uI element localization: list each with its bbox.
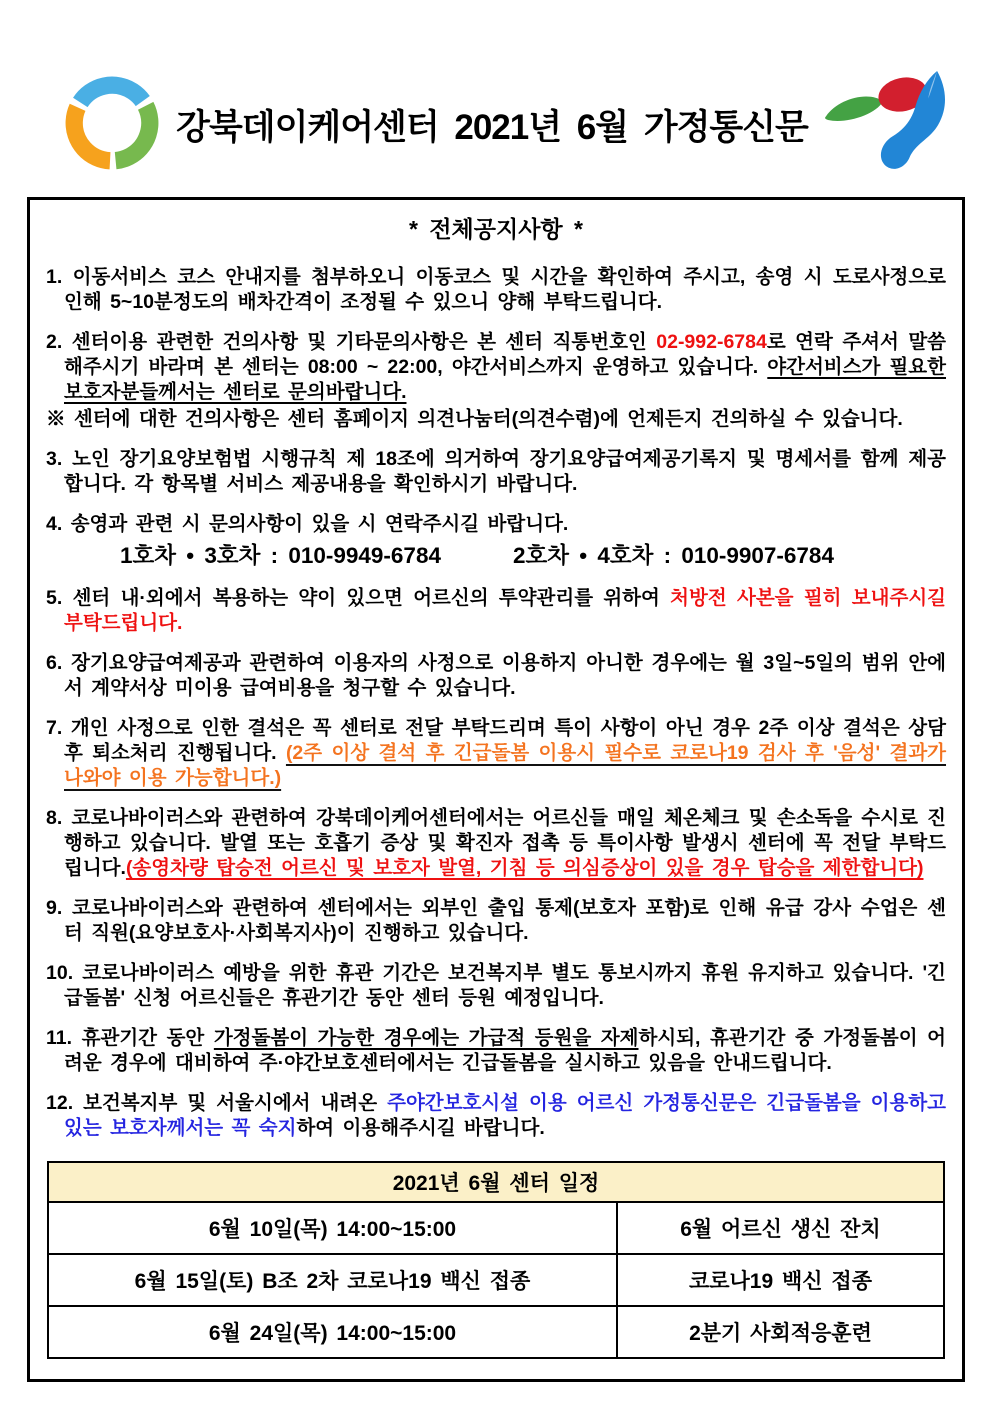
item-number: 3.	[46, 448, 63, 470]
notice-item-10	[46, 961, 946, 1011]
item-text: 코로나바이러스와 관련하여 센터에서는 외부인 출입 통제(보호자 포함)로 인해 유급 강사 수업은 센터 직원(요양보호사·사회복지사)이 진행하고 있습니다.	[64, 897, 946, 944]
item-text-underlined: 야간서비스가 필요한 보호자분들께서는 센터로 문의바랍니다.	[64, 356, 946, 403]
item-text: 로 연락 주셔서 말씀해주시기 바라며 본 센터는 08:00 ~ 22:00, 야간서비스까지 운영하고 있습니다.	[64, 331, 946, 378]
notice-box	[27, 197, 965, 1382]
june-schedule-table	[47, 1161, 945, 1359]
table-row	[48, 1306, 944, 1358]
table-header-row	[48, 1162, 944, 1202]
item-text: 하여 이용해주시길 바랍니다.	[296, 1117, 545, 1139]
notice-item-12	[46, 1091, 946, 1141]
item-number: 10.	[46, 962, 74, 984]
item-number: 4.	[46, 513, 63, 535]
item-text: 센터에 대한 건의사항은 센터 홈페이지 의견나눔터(의견수렴)에 언제든지 건의하실 수 있습니다.	[73, 408, 903, 430]
shuttle-phone-numbers	[64, 541, 946, 571]
item-marker: ※	[46, 408, 66, 430]
phone-cars-1-3: 1호차 • 3호차 : 010-9949-6784	[120, 543, 441, 568]
item-text: 센터 내·외에서 복용하는 약이 있으면 어르신의 투약관리를 위하여	[72, 587, 671, 609]
notice-item-7	[46, 716, 946, 791]
phone-number-red: 02-992-6784	[656, 331, 767, 353]
item-text: 이동서비스 코스 안내지를 첨부하오니 이동코스 및 시간을 확인하여 주시고, 송영 시 도로사정으로 인해 5~10분정도의 배차간격이 조정될 수 있으니 양해 부탁드립니다.	[64, 266, 946, 313]
item-text: 개인 사정으로 인한 결석은 꼭 센터로 전달 부탁드리며 특이 사항이 아닌 경우 2주 이상 결석은 상담 후 퇴소처리 진행됩니다.	[64, 717, 946, 764]
item-number: 7.	[46, 717, 63, 739]
notice-item-2	[46, 330, 946, 405]
item-text: 코로나바이러스와 관련하여 강북데이케어센터에서는 어르신들 매일 체온체크 및 손소독을 수시로 진행하고 있습니다. 발열 또는 호흡기 증상 및 확진자 접촉 등 특이사항 발생시 센터에 꼭 전달 부탁드립니다.	[64, 807, 946, 879]
item-text-orange-underlined: (2주 이상 결석 후 긴급돌봄 이용시 필수로 코로나19 검사 후 '음성' 결과가 나와야 이용 가능합니다.)	[64, 742, 947, 789]
item-text: 하시되, 휴관기간 중 가정돌봄이 어려운 경우에 대비하여 주·야간보호센터에서는 긴급돌봄을 실시하고 있음을 안내드립니다.	[64, 1027, 946, 1074]
item-number: 12.	[46, 1092, 74, 1114]
daycare-center-logo-icon	[58, 68, 166, 183]
item-text: 장기요양급여제공과 관련하여 이용자의 사정으로 이용하지 아니한 경우에는 월 3일~5일의 범위 안에서 계약서상 미이용 급여비용을 청구할 수 있습니다.	[64, 652, 946, 699]
item-number: 9.	[46, 897, 63, 919]
item-text: 노인 장기요양보험법 시행규칙 제 18조에 의거하여 장기요양급여제공기록지 및 명세서를 함께 제공합니다. 각 항목별 서비스 제공내용을 확인하시기 바랍니다.	[64, 448, 946, 495]
notice-item-3	[46, 447, 946, 497]
schedule-event: 6월 어르신 생신 잔치	[617, 1202, 944, 1254]
table-row	[48, 1254, 944, 1306]
item-text-red-underlined: (송영차량 탑승전 어르신 및 보호자 발열, 기침 등 의심증상이 있을 경우 탑승을 제한합니다)	[125, 857, 924, 879]
schedule-event: 코로나19 백신 접종	[617, 1254, 944, 1306]
item-number: 11.	[46, 1027, 73, 1049]
item-text: 코로나바이러스 예방을 위한 휴관 기간은 보건복지부 별도 통보시까지 휴원 유지하고 있습니다. '긴급돌봄' 신청 어르신들은 휴관기간 동안 센터 등원 예정입니다.	[64, 962, 946, 1009]
notice-item-4	[46, 512, 946, 571]
notice-heading: * 전체공지사항 *	[409, 216, 583, 242]
schedule-date: 6월 10일(목) 14:00~15:00	[48, 1202, 617, 1254]
schedule-table-title: 2021년 6월 센터 일정	[48, 1162, 944, 1202]
schedule-event: 2분기 사회적응훈련	[617, 1306, 944, 1358]
item-number: 1.	[46, 266, 63, 288]
notice-item-5	[46, 586, 946, 636]
item-text-blue: 주야간보호시설 이용 어르신 가정통신문은 긴급돌봄을 이용하고 있는 보호자께서는 꼭 숙지	[64, 1092, 947, 1139]
table-row	[48, 1202, 944, 1254]
notice-item-9	[46, 896, 946, 946]
item-number: 8.	[46, 807, 63, 829]
schedule-date: 6월 15일(토) B조 2차 코로나19 백신 접종	[48, 1254, 617, 1306]
notice-item-11	[46, 1026, 946, 1076]
item-text-underlined: 가정돌봄이 가능한 경우에는 가급적 등원을 자제	[213, 1027, 639, 1049]
phone-cars-2-4: 2호차 • 4호차 : 010-9907-6784	[512, 543, 834, 568]
notice-item-note	[46, 407, 946, 432]
page-title: 강북데이케어센터 2021년 6월 가정통신문	[176, 108, 808, 147]
notice-item-8	[46, 806, 946, 881]
notice-item-6	[46, 651, 946, 701]
item-number: 2.	[46, 331, 63, 353]
item-number: 6.	[46, 652, 63, 674]
item-text: 센터이용 관련한 건의사항 및 기타문의사항은 본 센터 직통번호인	[71, 331, 657, 353]
item-text: 송영과 관련 시 문의사항이 있을 시 연락주시길 바랍니다.	[70, 513, 569, 535]
notice-item-1	[46, 265, 946, 315]
item-text: 보건복지부 및 서울시에서 내려온	[83, 1092, 388, 1114]
page-header	[0, 0, 992, 184]
item-number: 5.	[46, 587, 63, 609]
item-text: 휴관기간 동안	[81, 1027, 214, 1049]
item-text-red: 처방전 사본을 필히 보내주시길 부탁드립니다.	[64, 587, 946, 634]
gangbuk-gu-symbol-icon	[818, 69, 956, 182]
schedule-date: 6월 24일(목) 14:00~15:00	[48, 1306, 617, 1358]
